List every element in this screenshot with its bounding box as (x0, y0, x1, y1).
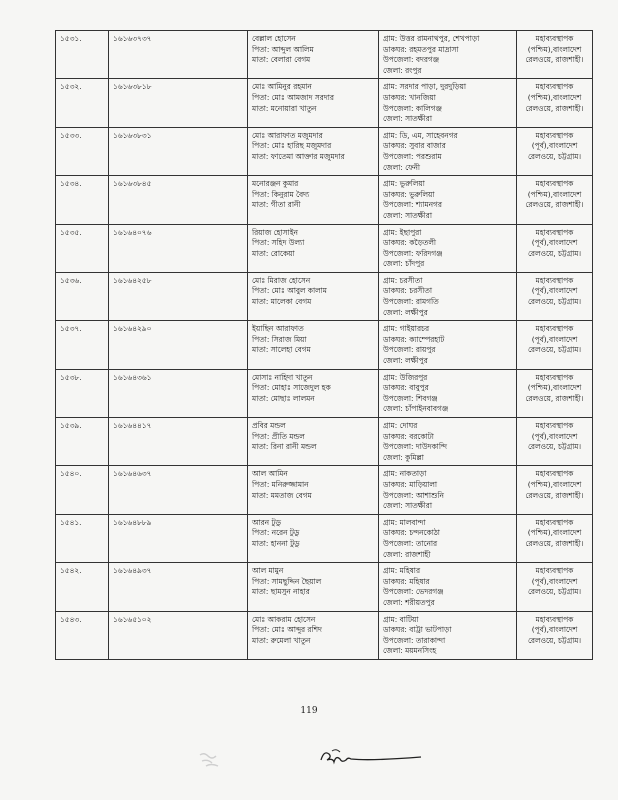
posting-office-line: রেলওয়ে, চট্টগ্রাম। (527, 635, 582, 645)
address-line: উপজেলা: পরশুরাম (383, 151, 442, 161)
table-row (56, 31, 593, 79)
serial-number-cell (56, 272, 109, 320)
table-row (56, 369, 593, 417)
posting-office-line: রেলওয়ে, রাজশাহী। (525, 538, 584, 548)
mother-name: মাতা: রুমেলা খাতুন (252, 635, 311, 645)
roll-number: ১৬১৬৫১০২ (113, 614, 152, 624)
address-line: উপজেলা: তারাকান্দা (383, 635, 446, 645)
serial-number: ১৫৩৬. (60, 275, 82, 285)
father-name: পিতা: মোঃ আব্দুর রশিদ (252, 625, 322, 635)
posting-office-cell (517, 369, 593, 417)
roll-number-cell (109, 321, 248, 369)
posting-office-line: মহাব্যবস্থাপক (পূর্ব),বাংলাদেশ (531, 614, 578, 635)
table-row (56, 611, 593, 659)
posting-office-line: রেলওয়ে, চট্টগ্রাম। (527, 151, 582, 161)
address-line: গ্রাম: মালবান্দা (383, 517, 426, 527)
posting-office-line: মহাব্যবস্থাপক (পশ্চিম),বাংলাদেশ (527, 34, 582, 54)
candidate-name: রিয়াজ হোসাইন (252, 227, 298, 237)
page-number: 119 (300, 706, 318, 716)
posting-office-line: রেলওয়ে, চট্টগ্রাম। (527, 442, 582, 452)
address-line: জেলা: সাতক্ষীরা (383, 501, 432, 511)
posting-office-cell (517, 514, 593, 562)
address-line: উপজেলা: দাউদকান্দি (383, 442, 447, 452)
posting-office-line: মহাব্যবস্থাপক (পূর্ব),বাংলাদেশ (531, 421, 578, 441)
mother-name: মাতা: রিনা রানী মন্ডল (252, 442, 317, 452)
posting-office-cell (517, 466, 593, 514)
roll-number: ১৬১৬৪২৫৮ (113, 275, 152, 285)
candidate-name-cell (248, 79, 379, 127)
address-line: ডাকঘর: কড়ৈতলী (383, 238, 436, 248)
serial-number: ১৫৩২. (60, 82, 82, 92)
posting-office-line: রেলওয়ে, রাজশাহী। (525, 55, 584, 65)
posting-office-cell (517, 79, 593, 127)
father-name: পিতা: মোহাঃ সাজেদুল হক (252, 383, 331, 393)
posting-office-cell (517, 418, 593, 466)
candidate-name-cell (248, 466, 379, 514)
table-row (56, 563, 593, 611)
candidate-name: মোঃ আমিনুর রহমান (252, 82, 312, 92)
roll-number-cell (109, 272, 248, 320)
address-line: গ্রাম: উজিরপুর (383, 372, 428, 382)
mother-name: মাতা: সালেহা বেগম (252, 345, 311, 355)
address-line: গ্রাম: নাকতাড়া (383, 469, 427, 479)
father-name: পিতা: প্রীতি মন্ডল (252, 431, 305, 441)
address-line: উপজেলা: শ্যামনগর (383, 200, 442, 210)
address-line: গ্রাম: বাটিয়া (383, 614, 419, 624)
posting-office-line: রেলওয়ে, চট্টগ্রাম। (527, 345, 582, 355)
posting-office-cell (517, 611, 593, 659)
posting-office-cell (517, 224, 593, 272)
serial-number: ১৫৪০. (60, 469, 82, 479)
address-line: জেলা: সাতক্ষীরা (383, 210, 432, 220)
serial-number-cell (56, 31, 109, 79)
posting-office-cell (517, 176, 593, 224)
roll-number: ১৬১৬৪২৯০ (113, 324, 152, 334)
address-line: গ্রাম: উত্তর রামনাথপুর, শেখপাড়া (383, 34, 480, 43)
posting-office-cell (517, 563, 593, 611)
roll-number-cell (109, 369, 248, 417)
candidate-name: মনোরঞ্জন কুমার (252, 179, 299, 189)
roll-number: ১৬১৬৪৮৮৯ (113, 517, 152, 527)
serial-number: ১৫৩৪. (60, 179, 82, 189)
address-line: ডাকঘর: ভুরুলিয়া (383, 189, 435, 199)
mother-name: মাতা: হাননা টুডু (252, 538, 300, 548)
posting-office-line: মহাব্যবস্থাপক (পশ্চিম),বাংলাদেশ (527, 82, 582, 102)
candidate-name-cell (248, 563, 379, 611)
address-line: জেলা: চাঁপাইনবাবগঞ্জ (383, 404, 449, 414)
address-line: জেলা: ময়মনসিংহ (383, 646, 437, 656)
serial-number-cell (56, 563, 109, 611)
address-cell (379, 176, 517, 224)
address-line: গ্রাম: ইছাপুরা (383, 227, 422, 237)
candidate-name-cell (248, 418, 379, 466)
address-line: ডাকঘর: রহমতপুর মাদ্রাসা (383, 44, 459, 54)
father-name: পিতা: আব্দুল আলিম (252, 44, 314, 54)
address-line: ডাকঘর: চন্দনকোঠা (383, 528, 440, 538)
serial-number-cell (56, 176, 109, 224)
posting-office-line: রেলওয়ে, রাজশাহী। (525, 103, 584, 113)
address-cell (379, 418, 517, 466)
mother-name: মাতা: বেলারা বেগম (252, 55, 311, 65)
address-line: গ্রাম: দোঘর (383, 421, 418, 430)
candidate-name-cell (248, 321, 379, 369)
address-cell (379, 369, 517, 417)
posting-office-line: মহাব্যবস্থাপক (পূর্ব),বাংলাদেশ (531, 130, 578, 151)
roll-number-cell (109, 79, 248, 127)
serial-number: ১৫৩৫. (60, 227, 82, 237)
father-name: পিতা: কিনুরাম বৈদ্য (252, 189, 310, 199)
candidate-name-cell (248, 31, 379, 79)
address-line: জেলা: সাতক্ষীরা (383, 114, 432, 124)
father-name: পিতা: মোঃ আবুল কালাম (252, 286, 327, 296)
father-name: পিতা: মোঃ আমজাদ সরদার (252, 92, 334, 102)
table-row (56, 418, 593, 466)
mother-name: মাতা: গীতা রানী (252, 200, 301, 210)
roll-number-cell (109, 127, 248, 175)
candidate-name-cell (248, 127, 379, 175)
table-row (56, 466, 593, 514)
candidate-name: মোঃ আকরাম হোসেন (252, 614, 316, 624)
posting-office-cell (517, 272, 593, 320)
candidate-name-cell (248, 176, 379, 224)
serial-number: ১৫৩৯. (60, 421, 82, 430)
address-line: গ্রাম: সরদার পাড়া, দুরদুড়িয়া (383, 82, 467, 92)
posting-office-line: রেলওয়ে, চট্টগ্রাম। (527, 297, 582, 307)
roll-number: ১৬১৬৪৩৬১ (113, 372, 152, 382)
mother-name: মাতা: মনোয়ারা খাতুন (252, 103, 317, 113)
father-name: পিতা: নরেন টুডু (252, 528, 300, 538)
serial-number: ১৫৪১. (60, 517, 82, 527)
address-cell (379, 563, 517, 611)
candidate-name: আল মামুন (252, 566, 284, 576)
roll-number-cell (109, 176, 248, 224)
address-line: গ্রাম: চরসীতা (383, 275, 423, 285)
address-line: জেলা: রংপুর (383, 65, 422, 75)
address-cell (379, 321, 517, 369)
candidate-name: মোঃ আরাফাত মজুমদার (252, 130, 323, 140)
address-line: জেলা: চাঁদপুর (383, 259, 425, 269)
candidate-name: ইয়াছিন আরাফাত (252, 324, 304, 334)
candidate-table-body (56, 31, 593, 660)
serial-number: ১৫৩৩. (60, 130, 82, 140)
candidate-table (55, 30, 593, 660)
roll-number: ১৬১৬৪০৭৬ (113, 227, 152, 237)
address-cell (379, 272, 517, 320)
roll-number: ১৬১৬৪৯৩৭ (113, 566, 152, 576)
candidate-name: বেল্লাল হোসেন (252, 34, 296, 43)
serial-number-cell (56, 466, 109, 514)
serial-number: ১৫৪৩. (60, 614, 82, 624)
serial-number-cell (56, 127, 109, 175)
roll-number-cell (109, 466, 248, 514)
address-line: ডাকঘর: মাড়িয়ালা (383, 479, 438, 489)
address-cell (379, 611, 517, 659)
handwritten-signature (318, 746, 428, 768)
serial-number-cell (56, 611, 109, 659)
address-cell (379, 127, 517, 175)
table-row (56, 272, 593, 320)
mother-name: মাতা: ছামসুন নাহার (252, 587, 310, 597)
address-line: উপজেলা: রামগতি (383, 297, 439, 307)
address-line: ডাকঘর: মহিষার (383, 576, 430, 586)
roll-number: ১৬১৬৪৪১৭ (113, 421, 152, 430)
address-cell (379, 466, 517, 514)
table-row (56, 127, 593, 175)
mother-name: মাতা: মালেকা বেগম (252, 297, 312, 307)
candidate-name-cell (248, 224, 379, 272)
roll-number-cell (109, 418, 248, 466)
posting-office-line: রেলওয়ে, চট্টগ্রাম। (527, 587, 582, 597)
posting-office-cell (517, 31, 593, 79)
serial-number: ১৫৪২. (60, 566, 82, 576)
serial-number: ১৫৩৭. (60, 324, 82, 334)
address-line: ডাকঘর: চরসীতা (383, 286, 432, 296)
father-name: পিতা: সহিদ উল্যা (252, 238, 305, 248)
address-line: গ্রাম: ভুরুলিয়া (383, 179, 425, 189)
candidate-name-cell (248, 369, 379, 417)
posting-office-line: রেলওয়ে, রাজশাহী। (525, 200, 584, 210)
posting-office-line: মহাব্যবস্থাপক (পশ্চিম),বাংলাদেশ (527, 372, 582, 393)
address-line: গ্রাম: ডি, এম, সাহেবনগর (383, 130, 458, 140)
roll-number-cell (109, 514, 248, 562)
posting-office-line: মহাব্যবস্থাপক (পশ্চিম),বাংলাদেশ (527, 179, 582, 199)
address-cell (379, 514, 517, 562)
address-line: ডাকঘর: সুবার বাজার (383, 141, 446, 151)
roll-number: ১৬১৬৩৮৪৫ (113, 179, 152, 189)
address-line: ডাকঘর: খানজিয়া (383, 92, 436, 102)
posting-office-line: মহাব্যবস্থাপক (পশ্চিম),বাংলাদেশ (527, 469, 582, 489)
father-name: পিতা: সামছুদ্দিন ছৈয়াল (252, 576, 322, 586)
address-cell (379, 31, 517, 79)
candidate-name-cell (248, 611, 379, 659)
address-line: জেলা: লক্ষীপুর (383, 307, 428, 317)
mother-name: মাতা: মোছাঃ লালমন (252, 393, 315, 403)
posting-office-line: মহাব্যবস্থাপক (পূর্ব),বাংলাদেশ (531, 227, 578, 248)
address-line: ডাকঘর: ক্যাম্পেরহাট (383, 334, 445, 344)
posting-office-line: রেলওয়ে, চট্টগ্রাম। (527, 248, 582, 258)
roll-number-cell (109, 563, 248, 611)
candidate-name: আরন টুডু (252, 517, 281, 527)
table-row (56, 224, 593, 272)
roll-number: ১৬১৬৪৬৩৭ (113, 469, 152, 479)
table-row (56, 79, 593, 127)
address-line: ডাকঘর: বাবুপুর (383, 383, 429, 393)
table-row (56, 321, 593, 369)
posting-office-line: মহাব্যবস্থাপক (পূর্ব),বাংলাদেশ (531, 275, 578, 296)
address-line: জেলা: লক্ষীপুর (383, 356, 428, 366)
address-line: উপজেলা: বদরগঞ্জ (383, 55, 440, 65)
roll-number: ১৬১৬৩৭৩৭ (113, 34, 152, 43)
address-line: জেলা: ফেনী (383, 162, 421, 172)
address-cell (379, 79, 517, 127)
address-line: উপজেলা: শিবগঞ্জ (383, 393, 438, 403)
address-cell (379, 224, 517, 272)
posting-office-line: মহাব্যবস্থাপক (পশ্চিম),বাংলাদেশ (527, 517, 582, 538)
table-row (56, 514, 593, 562)
serial-number-cell (56, 418, 109, 466)
candidate-name: প্রবির মন্ডল (252, 421, 286, 430)
address-line: উপজেলা: ভেদরগঞ্জ (383, 587, 444, 597)
address-line: জেলা: কুমিল্লা (383, 452, 424, 462)
faded-stamp-mark (196, 749, 236, 771)
serial-number-cell (56, 514, 109, 562)
roll-number: ১৬১৬৩৮১৮ (113, 82, 152, 92)
roll-number: ১৬১৬৩৮৩১ (113, 130, 152, 140)
mother-name: মাতা: রোকেয়া (252, 248, 295, 258)
candidate-name-cell (248, 272, 379, 320)
serial-number: ১৫৩১. (60, 34, 82, 43)
serial-number-cell (56, 321, 109, 369)
roll-number-cell (109, 31, 248, 79)
address-line: গ্রাম: মহিষার (383, 566, 421, 576)
roll-number-cell (109, 224, 248, 272)
candidate-name: মোসাঃ নাহিদা খাতুন (252, 372, 313, 382)
candidate-name: মোঃ মিরাজ হোসেন (252, 275, 311, 285)
posting-office-cell (517, 127, 593, 175)
candidate-name-cell (248, 514, 379, 562)
address-line: জেলা: শরীয়তপুর (383, 597, 435, 607)
father-name: পিতা: মনিরুজ্জামান (252, 479, 309, 489)
candidate-name: আল আমিন (252, 469, 288, 479)
posting-office-line: মহাব্যবস্থাপক (পূর্ব),বাংলাদেশ (531, 566, 578, 586)
address-line: ডাকঘর: বরকোটা (383, 431, 434, 441)
table-row (56, 176, 593, 224)
roll-number-cell (109, 611, 248, 659)
serial-number: ১৫৩৮. (60, 372, 82, 382)
address-line: জেলা: রাজশাহী (383, 549, 431, 559)
father-name: পিতা: সিরাজ মিয়া (252, 334, 307, 344)
address-line: উপজেলা: কালিগঞ্জ (383, 103, 442, 113)
address-line: উপজেলা: ফরিদগঞ্জ (383, 248, 443, 258)
address-line: ডাকঘর: বাট্রা ভাটপাড়া (383, 625, 452, 635)
address-line: উপজেলা: আশাশুনি (383, 490, 444, 500)
posting-office-line: মহাব্যবস্থাপক (পূর্ব),বাংলাদেশ (531, 324, 578, 344)
posting-office-cell (517, 321, 593, 369)
address-line: উপজেলা: রায়পুর (383, 345, 436, 355)
address-line: উপজেলা: তানোর (383, 538, 438, 548)
mother-name: মাতা: ফাতেমা আক্তার মজুমদার (252, 151, 345, 161)
serial-number-cell (56, 224, 109, 272)
posting-office-line: রেলওয়ে, রাজশাহী। (525, 490, 584, 500)
father-name: পিতা: মোঃ হারিছ মজুমদার (252, 141, 332, 151)
posting-office-line: রেলওয়ে, রাজশাহী। (525, 393, 584, 403)
serial-number-cell (56, 79, 109, 127)
serial-number-cell (56, 369, 109, 417)
mother-name: মাতা: মমতাজ বেগম (252, 490, 312, 500)
address-line: গ্রাম: গাইয়ারচর (383, 324, 430, 334)
